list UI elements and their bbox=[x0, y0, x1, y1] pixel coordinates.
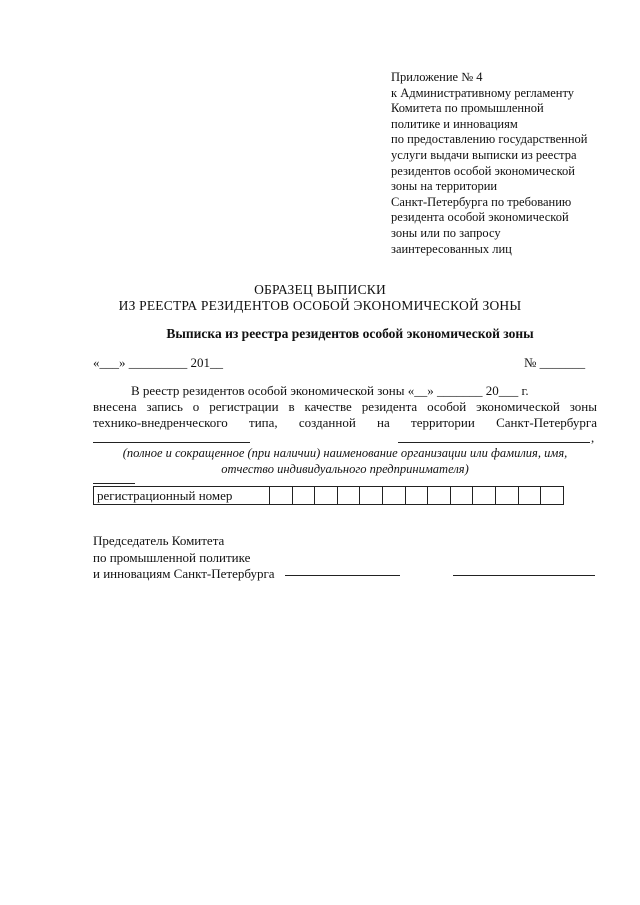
registration-number-table bbox=[93, 486, 564, 505]
date-field: «___» _________ 201__ bbox=[93, 355, 223, 370]
document-title-line-1: ОБРАЗЕЦ ВЫПИСКИ bbox=[254, 282, 386, 297]
blank-caption-line-2: отчество индивидуального предпринимателя) bbox=[221, 462, 469, 476]
registration-digit-cell bbox=[270, 487, 293, 504]
registration-digit-cell bbox=[451, 487, 474, 504]
registration-digit-cell bbox=[496, 487, 519, 504]
registration-digit-cell bbox=[315, 487, 338, 504]
registration-digit-cell bbox=[519, 487, 542, 504]
registration-digit-cell bbox=[360, 487, 383, 504]
registration-number-label: регистрационный номер bbox=[94, 487, 270, 504]
annex-line: по предоставлению государственной bbox=[391, 132, 588, 147]
registration-digit-cell bbox=[338, 487, 361, 504]
registration-digit-cell bbox=[293, 487, 316, 504]
annex-line: Приложение № 4 bbox=[391, 70, 483, 84]
entry-paragraph-line-3 bbox=[93, 415, 597, 431]
organization-name-blank-right bbox=[398, 442, 590, 443]
number-field: № _______ bbox=[524, 355, 586, 370]
blank-comma: , bbox=[591, 430, 595, 445]
blank-caption-line-1: (полное и сокращенное (при наличии) наименование организации или фамилия, имя, bbox=[122, 446, 568, 460]
annex-line: зоны или по запросу bbox=[391, 225, 501, 240]
annex-line: Комитета по промышленной bbox=[391, 101, 544, 116]
name-blank bbox=[453, 575, 595, 576]
annex-line: резидентов особой экономической bbox=[391, 163, 575, 178]
annex-line: политике и инновациям bbox=[391, 116, 518, 131]
signatory-line: и инновациям Санкт-Петербурга bbox=[93, 566, 275, 581]
signatory-block bbox=[93, 533, 275, 583]
annex-line: к Административному регламенту bbox=[391, 85, 575, 100]
signature-blank bbox=[285, 575, 400, 576]
entry-word: Санкт-Петербурга bbox=[496, 415, 597, 430]
organization-name-blank-left bbox=[93, 442, 250, 443]
registration-digit-cell bbox=[406, 487, 429, 504]
entry-word: территории bbox=[411, 415, 475, 430]
entry-word: типа, bbox=[249, 415, 278, 430]
entry-word: технико-внедренческого bbox=[93, 415, 228, 430]
entry-paragraph-line-2: внесена запись о регистрации в качестве резидента особой экономической зоны bbox=[93, 399, 597, 414]
entry-word: созданной bbox=[298, 415, 356, 430]
annex-line: Санкт-Петербурга по требованию bbox=[391, 194, 572, 209]
annex-line: зоны на территории bbox=[391, 179, 498, 194]
entry-word: на bbox=[377, 415, 390, 430]
signatory-line: по промышленной политике bbox=[93, 549, 251, 565]
annex-line: заинтересованных лиц bbox=[391, 241, 512, 256]
signatory-line: Председатель Комитета bbox=[93, 533, 225, 548]
registration-digit-cell bbox=[473, 487, 496, 504]
entry-paragraph-line-1: В реестр резидентов особой экономической зоны «__» _______ 20___ г. bbox=[131, 383, 529, 398]
registration-digit-cell bbox=[428, 487, 451, 504]
document-title-line-2: ИЗ РЕЕСТРА РЕЗИДЕНТОВ ОСОБОЙ ЭКОНОМИЧЕСКОЙ ЗОНЫ bbox=[118, 298, 522, 313]
annex-line: резидента особой экономической bbox=[391, 210, 569, 225]
registration-digit-cell bbox=[383, 487, 406, 504]
registration-top-rule bbox=[93, 483, 135, 484]
annex-line: услуги выдачи выписки из реестра bbox=[391, 147, 577, 162]
registration-digit-cell bbox=[541, 487, 563, 504]
extract-heading: Выписка из реестра резидентов особой экономической зоны bbox=[166, 326, 534, 341]
annex-header bbox=[391, 70, 606, 257]
